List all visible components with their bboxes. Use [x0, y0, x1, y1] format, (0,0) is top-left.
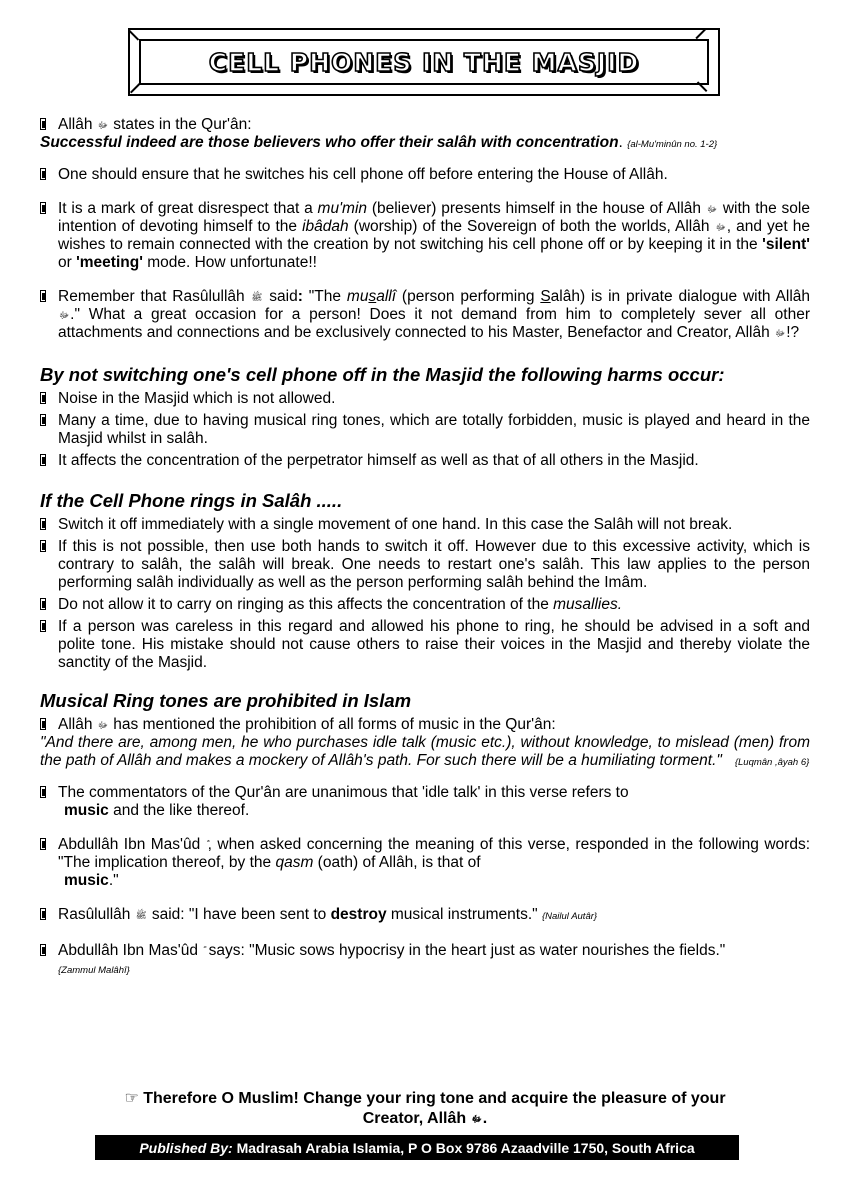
text-part: Abdullâh Ibn Mas'ûd [58, 836, 206, 853]
bullet-icon [40, 838, 47, 850]
text-part: (believer) presents himself in the house of Allâh [367, 200, 706, 217]
section-heading-harms: By not switching one's cell phone off in the Masjid the following harms occur: [40, 364, 725, 385]
honorific-mark: ﷻ [97, 120, 108, 130]
bullet-icon [40, 290, 47, 302]
honorific-mark: ﷻ [775, 328, 786, 338]
text-part: Abdullâh Ibn Mas'ûd [58, 942, 203, 959]
text-part: 'silent' [762, 236, 810, 253]
bullet-icon [40, 454, 47, 466]
paragraph-rasulullah [40, 906, 810, 926]
text-part: qasm [275, 854, 314, 871]
bullet-icon [40, 620, 47, 632]
text-part: !? [786, 324, 800, 341]
intro-verse [40, 134, 810, 154]
list-item-text: If a person was careless in this regard and allowed his phone to ring, he should be advised in a soft and polite tone. His mistake should not cause others to raise their voices in the Masjid and thereby violate the sanctity of the Masjid. [58, 618, 810, 671]
intro-text: Allâh [58, 116, 93, 133]
paragraph-ibn-masud [40, 836, 810, 890]
list-item-text: Switch it off immediately with a single movement of one hand. In this case the Salâh will not break. [58, 516, 733, 533]
text-part: said: "I have been sent to [147, 906, 331, 923]
list-item-text: It affects the concentration of the perpetrator himself as well as that of all others in the Masjid. [58, 452, 699, 469]
quote-text: "And there are, among men, he who purchases idle talk (music etc.), without knowledge, to mislead (men) from the path of Allâh and makes a mockery of Allâh's path. For such there will be a humiliating torment." [40, 734, 810, 769]
list-item-text: Many a time, due to having musical ring tones, which are totally forbidden, music is played and heard in the Masjid whilst in salâh. [58, 412, 810, 447]
paragraph-switch-off [40, 166, 810, 184]
bullet-icon [40, 786, 47, 798]
bullet-icon [40, 202, 47, 214]
text-part: Allâh [58, 716, 93, 733]
list-item [40, 596, 810, 614]
page-title: CELL PHONES IN THE MASJID [208, 47, 640, 77]
honorific-mark: ﷻ [471, 1114, 482, 1124]
list-item-text: Do not allow it to carry on ringing as this affects the concentration of the [58, 596, 554, 613]
text-part: music [64, 872, 109, 889]
text-part: destroy [330, 906, 387, 923]
closing-note [80, 1089, 770, 1129]
honorific-mark: ﷻ [715, 222, 726, 232]
honorific-mark: ﷻ [97, 720, 108, 730]
text-part: mode. How unfortunate!! [142, 254, 317, 271]
list-item-text: If this is not possible, then use both hands to switch it off. However due to this excessive activity, which is contrary to salâh, the salâh will break. One needs to restart one's salâh. This law applies to the person performing salâh individually as well as the person performing salâh behind the Imâm. [58, 538, 810, 591]
list-item [40, 452, 810, 470]
bullet-icon [40, 392, 47, 404]
closing-text: Therefore O Muslim! Change your ring tone and acquire the pleasure of your [143, 1090, 726, 1107]
text-part: : [297, 288, 303, 305]
bullet-icon [40, 944, 47, 956]
verse-period: . [618, 134, 623, 151]
text-part: "The [302, 288, 347, 305]
section-heading-rings: If the Cell Phone rings in Salâh ..... [40, 490, 343, 511]
closing-period: . [482, 1110, 488, 1127]
list-item [40, 412, 810, 448]
paragraph-disrespect [40, 200, 810, 272]
text-part: said [263, 288, 298, 305]
title-box [128, 28, 720, 96]
text-part: and the like thereof. [108, 802, 250, 819]
text-part: 'meeting' [76, 254, 143, 271]
bullet-icon [40, 118, 47, 130]
text-part: or [58, 254, 77, 271]
publisher-label: Published By: [139, 1139, 233, 1156]
hadith-reference: {Zammul Malâhî} [58, 965, 130, 976]
publisher-text: Madrasah Arabia Islamia, P O Box 9786 Azaadville 1750, South Africa [232, 1139, 695, 1156]
quran-quote [40, 734, 810, 772]
text-part: s [368, 288, 377, 305]
text-part: S [540, 288, 551, 305]
list-item [40, 618, 810, 672]
text-part: Remember that Rasûlullâh [58, 288, 251, 305]
text-part: with the sole intention of devoting himself to the [58, 200, 810, 235]
list-item [40, 516, 810, 534]
honorific-mark: ﷻ [59, 310, 70, 320]
text-part: mu [346, 288, 369, 305]
bullet-icon [40, 168, 47, 180]
verse-reference: {al-Mu'minûn no. 1-2} [627, 139, 718, 150]
bullet-icon [40, 598, 47, 610]
bullet-icon [40, 718, 47, 730]
paragraph-text: One should ensure that he switches his cell phone off before entering the House of Allâh. [58, 166, 668, 183]
honorific-mark: ﷺ [135, 910, 147, 920]
text-part: The commentators of the Qur'ân are unanimous that 'idle talk' in this verse refers to [58, 784, 629, 801]
bullet-icon [40, 908, 47, 920]
intro-paragraph [40, 116, 810, 134]
bullet-icon [40, 414, 47, 426]
hadith-reference: {Nailul Autâr} [541, 911, 598, 922]
intro-text: states in the Qur'ân: [113, 116, 252, 133]
verse-text: Successful indeed are those believers who offer their salâh with concentration [40, 134, 619, 151]
text-part: ." [108, 872, 119, 889]
honorific-mark: ﷻ [706, 204, 718, 214]
text-part: alâh) is in private dialogue with Allâh [550, 288, 811, 305]
text-part: says: "Music sows hypocrisy in the heart just as water nourishes the fields." [204, 942, 726, 959]
paragraph-hypocrisy [40, 942, 810, 980]
text-part: (oath) of Allâh, is that of [313, 854, 481, 871]
text-part: musical instruments." [386, 906, 542, 923]
text-part: , when asked concerning the meaning of this verse, responded in the following words: "The implication thereof, by the [58, 836, 810, 871]
text-part: It is a mark of great disrespect that a [58, 200, 318, 217]
text-part: , and yet he wishes to remain connected with the creation by not switching his cell phone off or by keeping it in the [58, 218, 810, 253]
bullet-icon [40, 540, 47, 552]
list-item-text: Noise in the Masjid which is not allowed. [58, 390, 336, 407]
document-body [40, 116, 810, 980]
text-part: allî [376, 288, 397, 305]
music-intro [40, 716, 810, 734]
text-part: Rasûlullâh [58, 906, 135, 923]
list-item [40, 538, 810, 592]
honorific-mark: ﷺ [251, 292, 263, 302]
pointing-hand-icon: ☞ [124, 1090, 139, 1107]
text-part: ." What a great occasion for a person! Does it not demand from him to completely sever all other attachments and connections and be exclusively connected to his Master, Benefactor and Creator, Allâh [58, 306, 810, 341]
text-part: music [64, 802, 109, 819]
list-item-text: musallies. [553, 596, 623, 613]
bullet-icon [40, 518, 47, 530]
quote-reference: {Luqmân ,âyah 6} [734, 757, 810, 768]
paragraph-musalli [40, 288, 810, 342]
section-heading-music: Musical Ring tones are prohibited in Islam [40, 690, 412, 711]
publisher-bar [95, 1135, 739, 1160]
text-part: mu'min [317, 200, 368, 217]
text-part: has mentioned the prohibition of all forms of music in the Qur'ân: [113, 716, 556, 733]
text-part: ibâdah [302, 218, 349, 235]
closing-text: Creator, Allâh [362, 1110, 467, 1127]
paragraph-commentators [40, 784, 810, 820]
list-item [40, 390, 810, 408]
text-part: (worship) of the Sovereign of both the worlds, Allâh [348, 218, 715, 235]
text-part: (person performing [396, 288, 541, 305]
